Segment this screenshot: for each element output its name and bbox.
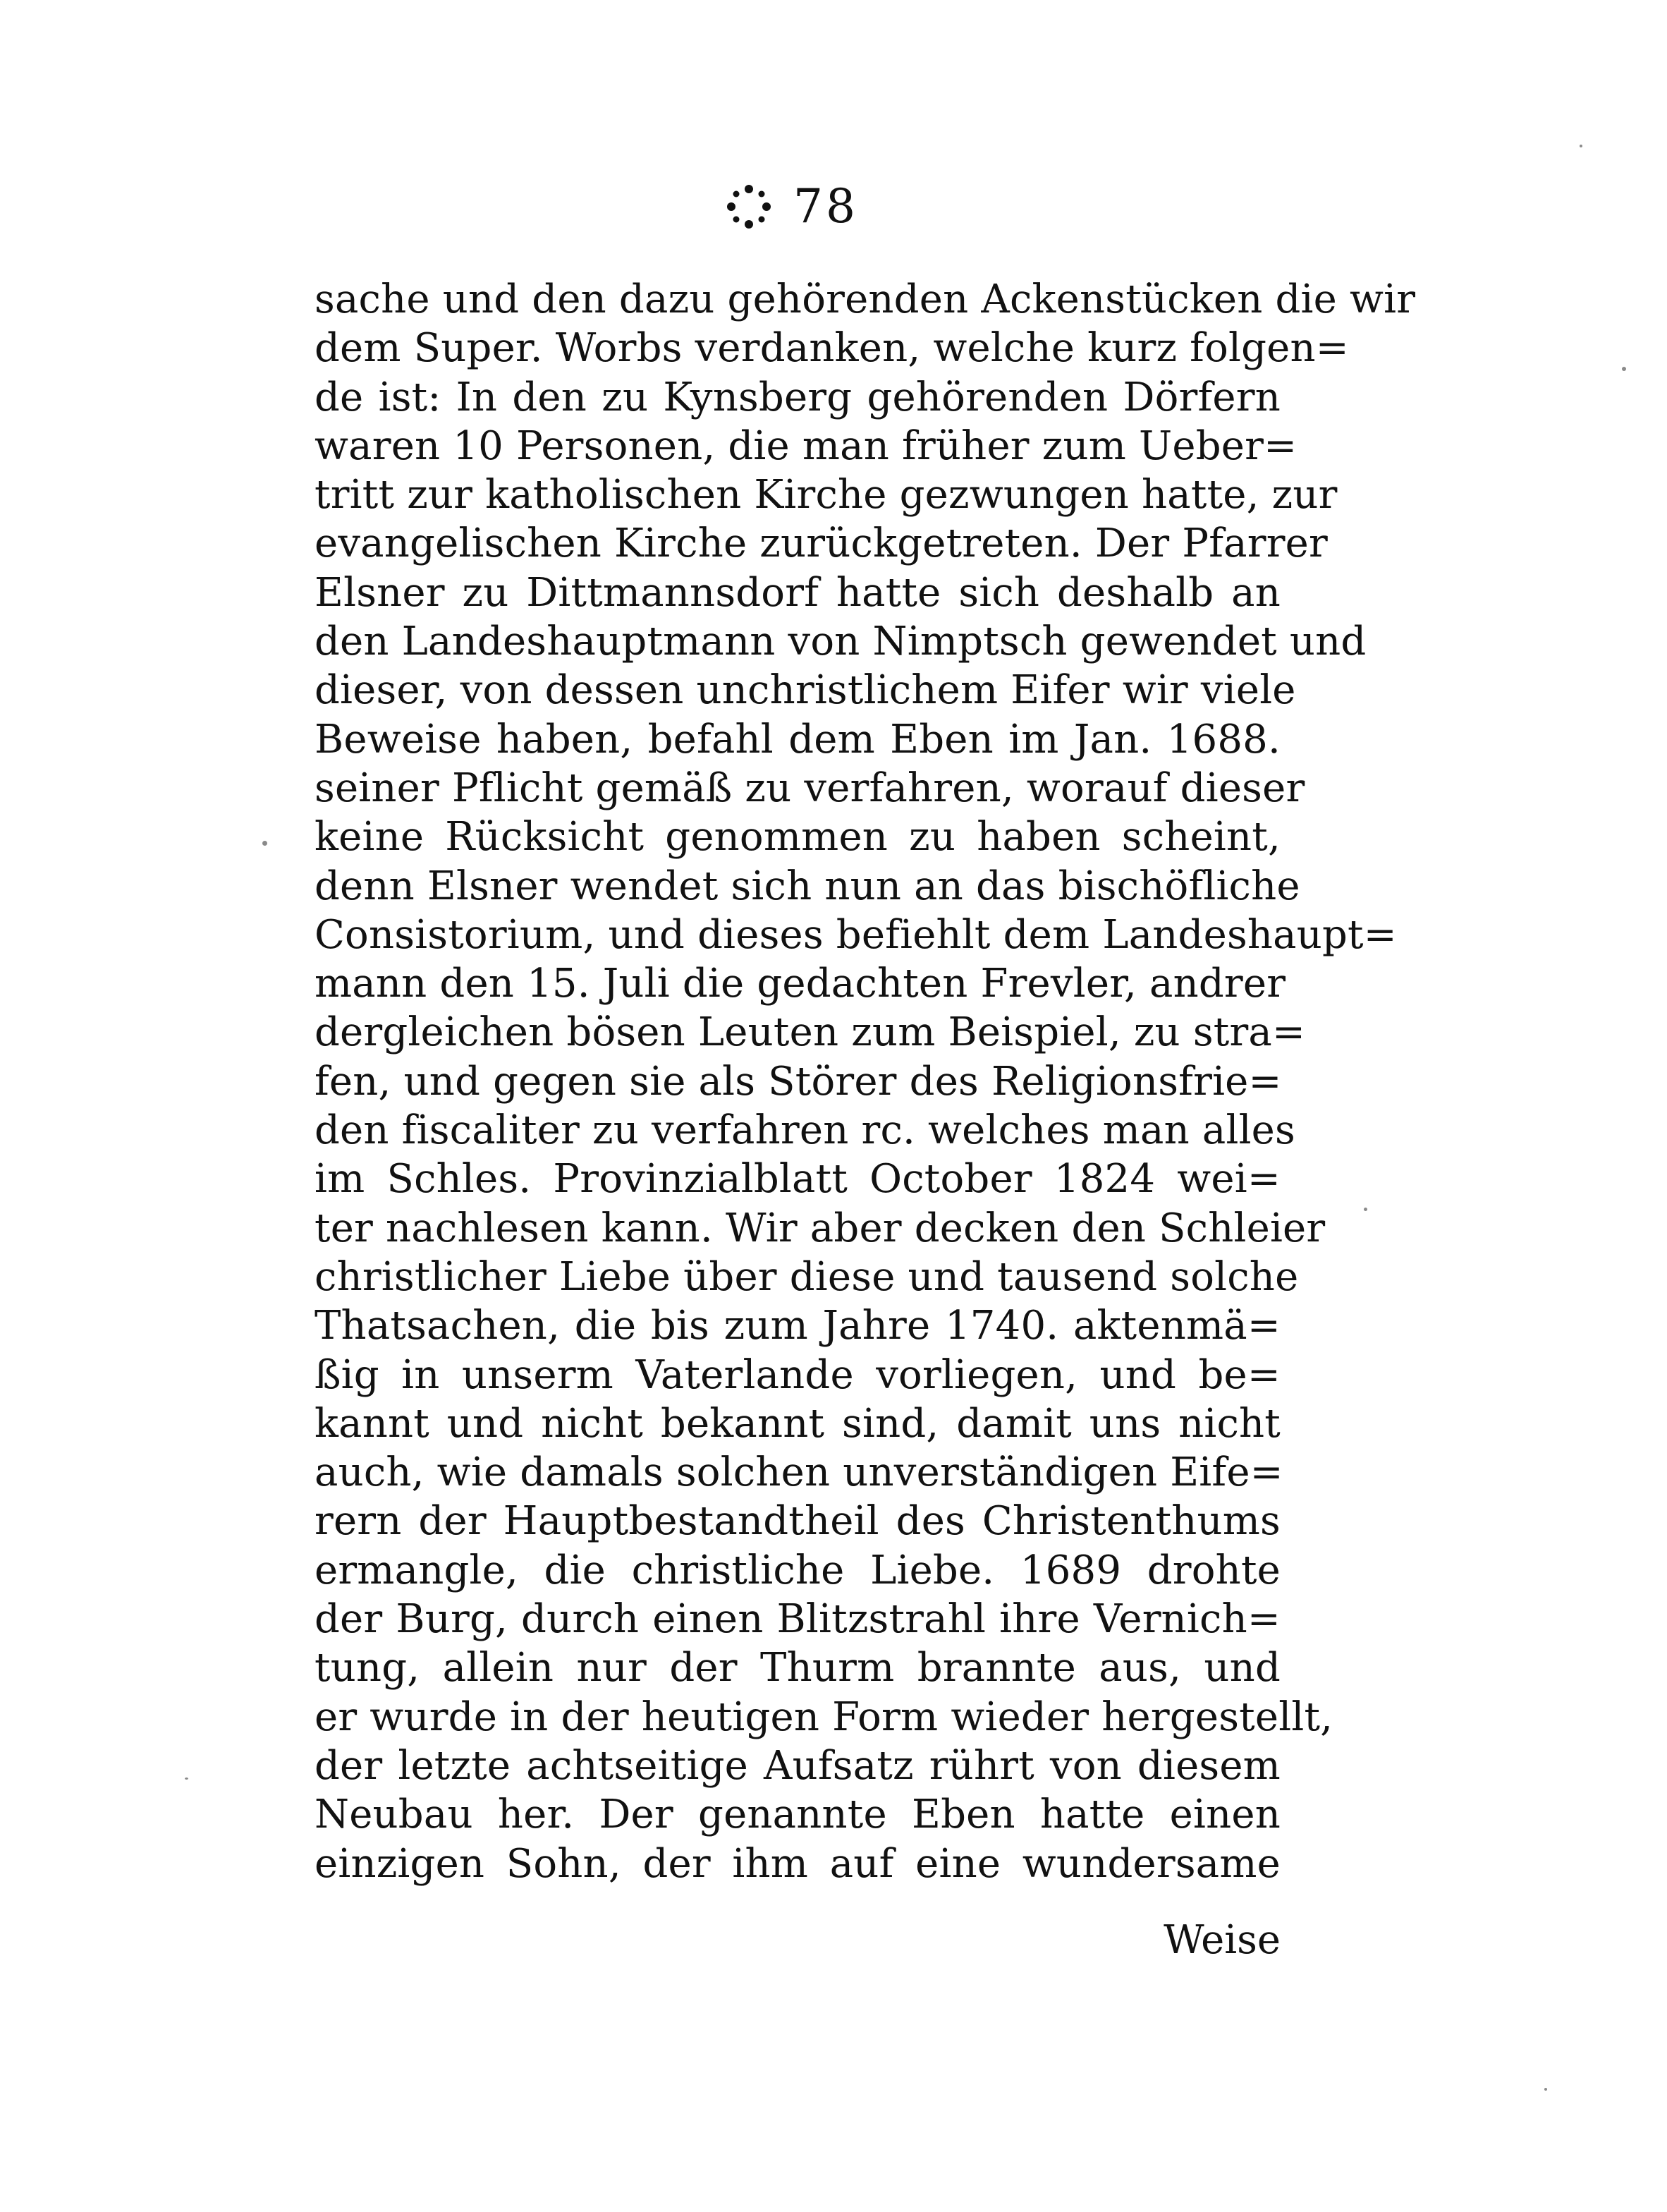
text-line: Elsner zu Dittmannsdorf hatte sich deshalb an [315,569,1281,616]
text-line: christlicher Liebe über diese und tausend solche [315,1253,1299,1300]
scan-speck [185,1778,188,1780]
text-line: der letzte achtseitige Aufsatz rührt von diesem [315,1742,1281,1789]
text-line: einzigen Sohn, der ihm auf eine wundersame [315,1840,1281,1887]
text-line: Consistorium, und dieses befiehlt dem Landeshaupt= [315,911,1397,958]
text-line: ßig in unserm Vaterlande vorliegen, und be= [315,1351,1281,1398]
scan-speck [1364,1208,1367,1211]
catchword: Weise [1164,1917,1281,1963]
body-text [315,275,1416,1888]
text-line: seiner Pflicht gemäß zu verfahren, worauf dieser [315,765,1305,811]
text-line: tung, allein nur der Thurm brannte aus, und [315,1645,1281,1691]
text-line: sache und den dazu gehörenden Ackenstücken die wir [315,276,1416,322]
text-line: im Schles. Provinzialblatt October 1824 wei= [315,1156,1281,1203]
text-line: kannt und nicht bekannt sind, damit uns nicht [315,1400,1281,1447]
text-line: mann den 15. Juli die gedachten Frevler, andrer [315,961,1286,1007]
text-line: Thatsachen, die bis zum Jahre 1740. aktenmä= [315,1303,1281,1349]
text-line: fen, und gegen sie als Störer des Religionsfrie= [315,1058,1282,1105]
text-line: Beweise haben, befahl dem Eben im Jan. 1688. [315,716,1281,762]
text-line: der Burg, durch einen Blitzstrahl ihre Vernich= [315,1596,1281,1643]
text-line: den Landeshauptmann von Nimptsch gewendet und [315,619,1367,665]
text-line: keine Rücksicht genommen zu haben scheint, [315,814,1281,861]
page-number: 78 [793,179,858,233]
text-line: waren 10 Personen, die man früher zum Ueber= [315,423,1297,469]
text-line: rern der Hauptbestandtheil des Christenthums [315,1498,1281,1545]
text-line: dergleichen bösen Leuten zum Beispiel, zu stra= [315,1009,1306,1056]
text-line: dieser, von dessen unchristlichem Eifer wir viele [315,667,1296,714]
text-line: de ist: In den zu Kynsberg gehörenden Dörfern [315,374,1281,420]
scan-speck [262,841,267,846]
text-line: ermangle, die christliche Liebe. 1689 drohte [315,1547,1281,1593]
text-line: Neubau her. Der genannte Eben hatte einen [315,1792,1281,1838]
scan-speck [1622,367,1626,371]
text-line: tritt zur katholischen Kirche gezwungen hatte, zur [315,472,1338,518]
text-line: den fiscaliter zu verfahren rc. welches man alles [315,1107,1295,1154]
text-line: denn Elsner wendet sich nun an das bischöfliche [315,863,1300,909]
text-line: auch, wie damals solchen unverständigen Eife= [315,1450,1283,1496]
text-line: dem Super. Worbs verdanken, welche kurz folgen= [315,325,1349,372]
scan-speck [1544,2088,1547,2091]
scan-speck [1580,145,1582,147]
asterisk-ornament-icon [724,182,774,231]
text-line: evangelischen Kirche zurückgetreten. Der Pfarrer [315,521,1328,567]
text-line: er wurde in der heutigen Form wieder hergestellt, [315,1694,1333,1740]
text-line: ter nachlesen kann. Wir aber decken den Schleier [315,1205,1326,1251]
page-header [0,175,1667,238]
